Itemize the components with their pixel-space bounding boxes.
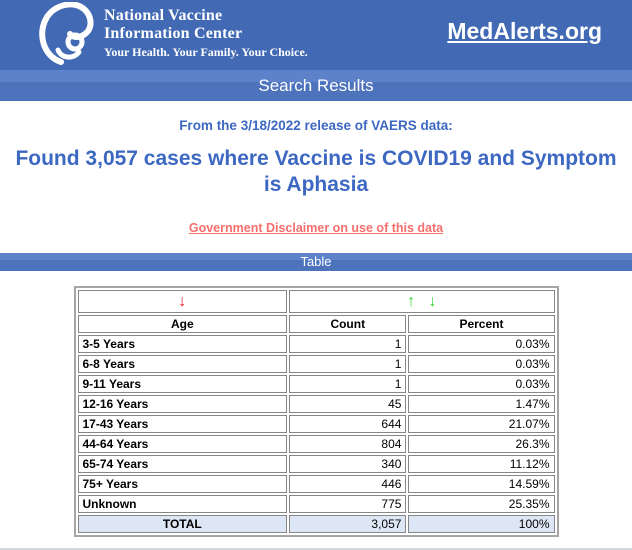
nvic-logo[interactable] (30, 2, 96, 71)
count-cell: 775 (289, 495, 406, 513)
org-tagline: Your Health. Your Family. Your Choice. (104, 45, 308, 59)
age-cell: 44-64 Years (78, 435, 288, 453)
total-label-cell: TOTAL (78, 515, 288, 533)
table-row (78, 475, 555, 493)
age-cell: 17-43 Years (78, 415, 288, 433)
percent-cell: 21.07% (408, 415, 554, 433)
age-sort-cell (78, 290, 288, 313)
age-cell: 12-16 Years (78, 395, 288, 413)
count-cell: 340 (289, 455, 406, 473)
total-percent-cell: 100% (408, 515, 554, 533)
age-cell: 3-5 Years (78, 335, 288, 353)
sort-row (78, 290, 555, 313)
total-count-cell: 3,057 (289, 515, 406, 533)
table-row (78, 495, 555, 513)
table-row (78, 335, 555, 353)
org-name-block (104, 7, 308, 59)
org-name-line2: Information Center (104, 25, 243, 42)
age-cell: 9-11 Years (78, 375, 288, 393)
search-results-bar: Search Results (0, 70, 632, 101)
count-cell: 446 (289, 475, 406, 493)
table-row (78, 435, 555, 453)
percent-cell: 14.59% (408, 475, 554, 493)
table-header-row (78, 315, 555, 333)
count-cell: 804 (289, 435, 406, 453)
age-cell: Unknown (78, 495, 288, 513)
results-headline: Found 3,057 cases where Vaccine is COVID19 and Symptom is Aphasia (15, 147, 617, 196)
table-section-bar: Table (0, 253, 632, 271)
table-total-row (78, 515, 555, 533)
percent-cell: 0.03% (408, 375, 554, 393)
release-line: From the 3/18/2022 release of VAERS data: (179, 118, 453, 133)
count-cell: 1 (289, 355, 406, 373)
sort-descending-red-arrow-icon[interactable]: ↓ (178, 292, 187, 310)
count-cell: 45 (289, 395, 406, 413)
mother-child-logo-icon (30, 2, 96, 66)
table-row (78, 355, 555, 373)
table-row (78, 455, 555, 473)
column-header-percent: Percent (408, 315, 554, 333)
count-cell: 1 (289, 335, 406, 353)
table-row (78, 375, 555, 393)
percent-cell: 26.3% (408, 435, 554, 453)
medalerts-link[interactable]: MedAlerts.org (447, 18, 602, 44)
sort-descending-green-arrow-icon[interactable]: ↓ (428, 292, 437, 310)
sort-ascending-green-arrow-icon[interactable]: ↑ (407, 292, 416, 310)
percent-cell: 1.47% (408, 395, 554, 413)
org-name-line1: National Vaccine (104, 7, 223, 24)
age-cell: 65-74 Years (78, 455, 288, 473)
government-disclaimer-link[interactable]: Government Disclaimer on use of this data (188, 221, 444, 235)
percent-cell: 25.35% (408, 495, 554, 513)
count-cell: 1 (289, 375, 406, 393)
column-header-age: Age (78, 315, 288, 333)
percent-cell: 11.12% (408, 455, 554, 473)
table-row (78, 395, 555, 413)
age-breakdown-table (74, 286, 559, 537)
disclaimer-row (0, 219, 632, 237)
site-header (0, 0, 632, 70)
table-row (78, 415, 555, 433)
count-cell: 644 (289, 415, 406, 433)
percent-cell: 0.03% (408, 335, 554, 353)
column-header-count: Count (289, 315, 406, 333)
percent-cell: 0.03% (408, 355, 554, 373)
age-cell: 75+ Years (78, 475, 288, 493)
count-sort-cell (289, 290, 554, 313)
age-cell: 6-8 Years (78, 355, 288, 373)
